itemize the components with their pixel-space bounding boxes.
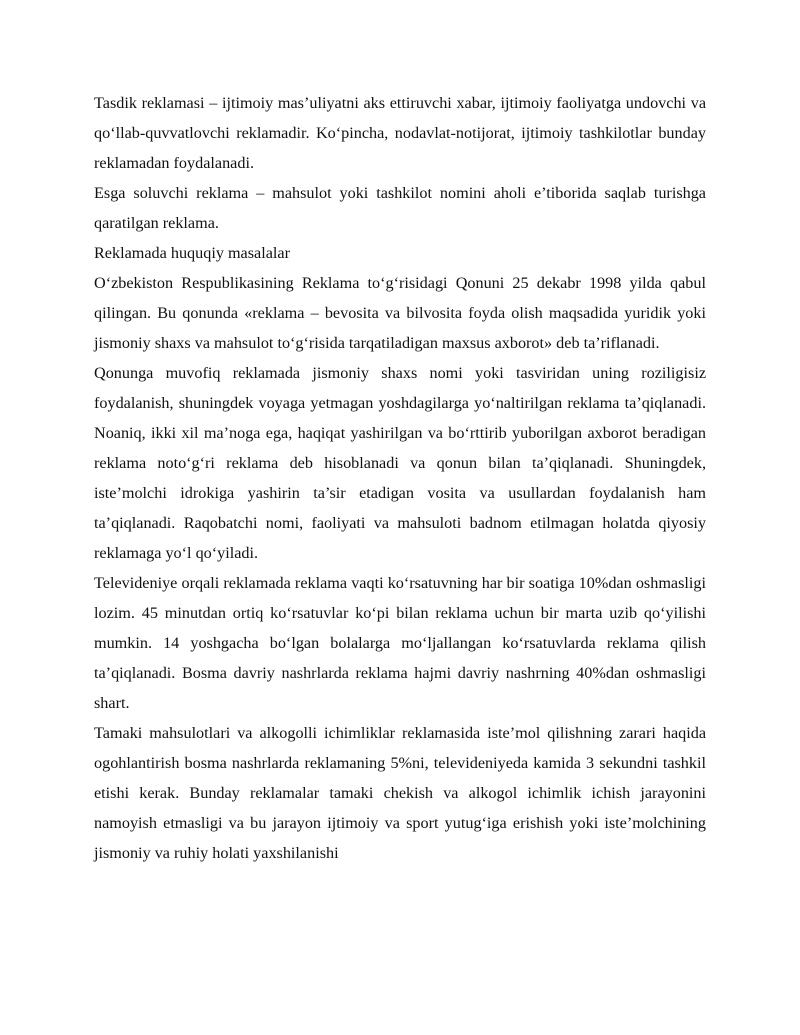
section-heading-huquqiy-masalalar: Reklamada huquqiy masalalar [94,244,290,262]
document-page [94,88,706,868]
paragraph-esga-soluvchi-reklama: Esga soluvchi reklama – mahsulot yoki tashkilot nomini aholi e’tiborida saqlab turishga qaratilgan reklama. [94,184,706,232]
paragraph-qonunga-muvofiq: Qonunga muvofiq reklamada jismoniy shaxs nomi yoki tasviridan uning roziligisiz foydalanish, shuningdek voyaga yetmagan yoshdagilarga yo‘naltirilgan reklama ta’qiqlanadi. Noaniq, ikki xil ma’noga ega, haqiqat yashirilgan va bo‘rttirib yuborilgan axborot beradigan reklama noto‘g‘ri reklama deb hisoblanadi va qonun bilan ta’qiqlanadi. Shuningdek, iste’molchi idrokiga yashirin ta’sir etadigan vosita va usullardan foydalanish ham ta’qiqlanadi. Raqobatchi nomi, faoliyati va mahsuloti badnom etilmagan holatda qiyosiy reklamaga yo‘l qo‘yiladi. [94,364,706,562]
paragraph-tamaki-alkogol: Tamaki mahsulotlari va alkogolli ichimliklar reklamasida iste’mol qilishning zarari haqida ogohlantirish bosma nashrlarda reklamaning 5%ni, televideniyeda kamida 3 sekundni tashkil etishi kerak. Bunday reklamalar tamaki chekish va alkogol ichimlik ichish jarayonini namoyish etmasligi va bu jarayon ijtimoiy va sport yutug‘iga erishish yoki iste’molchining jismoniy va ruhiy holati yaxshilanishi [94,724,706,862]
paragraph-televideniye: Televideniye orqali reklamada reklama vaqti ko‘rsatuvning har bir soatiga 10%dan oshmasligi lozim. 45 minutdan ortiq ko‘rsatuvlar ko‘pi bilan reklama uchun bir marta uzib qo‘yilishi mumkin. 14 yoshgacha bo‘lgan bolalarga mo‘ljallangan ko‘rsatuvlarda reklama qilish ta’qiqlanadi. Bosma davriy nashrlarda reklama hajmi davriy nashrning 40%dan oshmasligi shart. [94,574,706,712]
paragraph-tasdik-reklamasi: Tasdik reklamasi – ijtimoiy mas’uliyatni aks ettiruvchi xabar, ijtimoiy faoliyatga undovchi va qo‘llab-quvvatlovchi reklamadir. Ko‘pincha, nodavlat-notijorat, ijtimoiy tashkilotlar bunday reklamadan foydalanadi. [94,94,706,172]
paragraph-reklama-qonuni: O‘zbekiston Respublikasining Reklama to‘g‘risidagi Qonuni 25 dekabr 1998 yilda qabul qilingan. Bu qonunda «reklama – bevosita va bilvosita foyda olish maqsadida yuridik yoki jismoniy shaxs va mahsulot to‘g‘risida tarqatiladigan maxsus axborot» deb ta’riflanadi. [94,274,706,352]
